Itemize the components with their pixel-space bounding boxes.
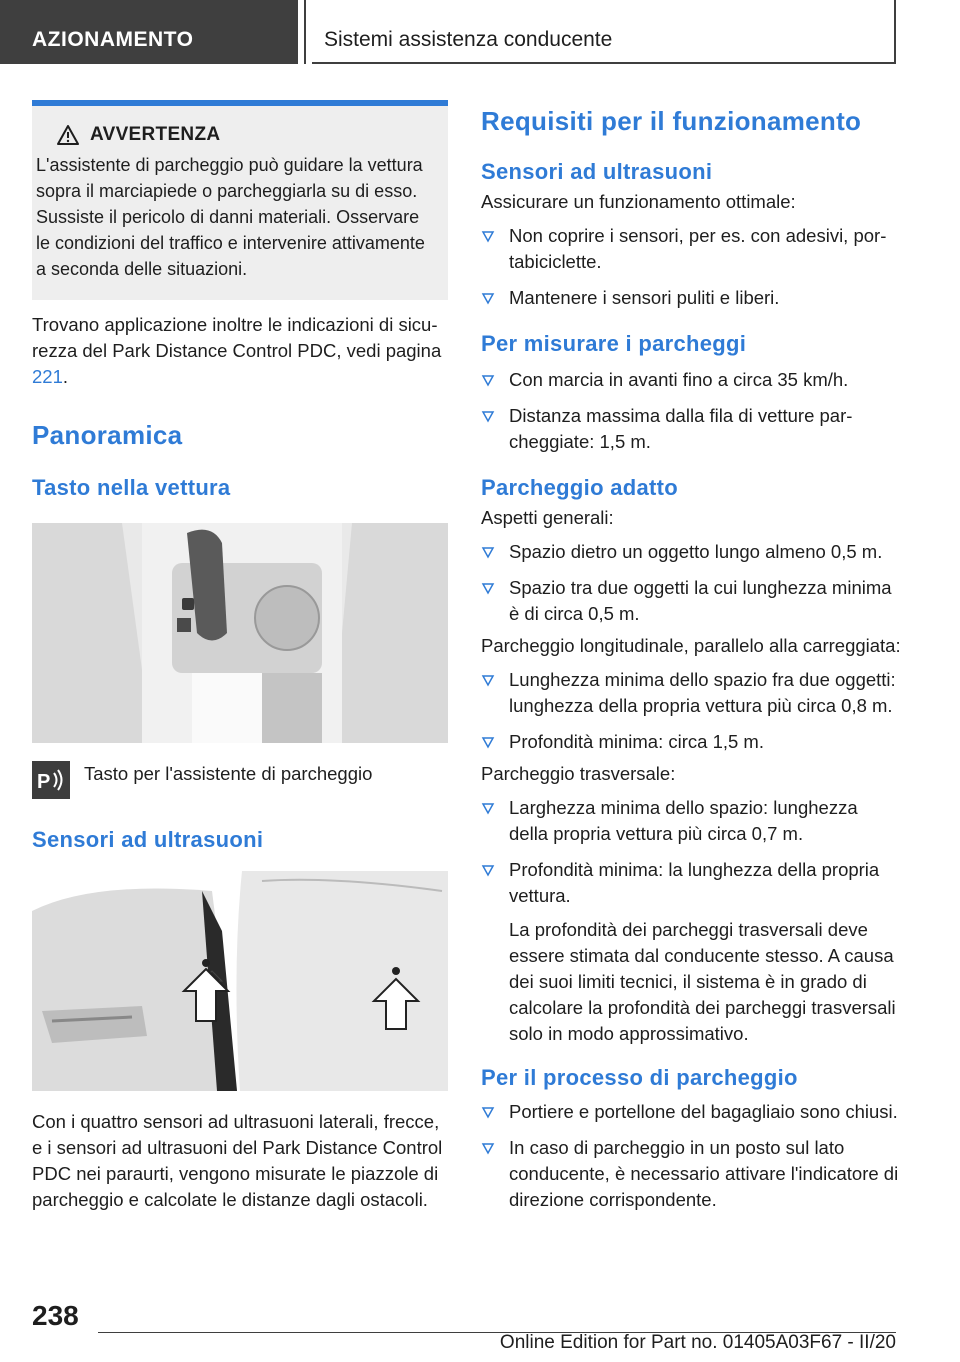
bullet-triangle-icon bbox=[481, 581, 495, 595]
heading-requirements: Requisiti per il funzionamento bbox=[481, 106, 862, 136]
process-list bbox=[481, 1099, 901, 1213]
transverse-intro: Parcheggio trasversale: bbox=[481, 763, 676, 784]
list-item: Spazio tra due oggetti la cui lunghezza minima è di circa 0,5 m. bbox=[481, 575, 901, 627]
bullet-triangle-icon bbox=[481, 291, 495, 305]
sensors-paragraph: Con i quattro sensori ad ultrasuoni laterali, frecce, e i sensori ad ultrasuoni del Park Distance Control PDC nei paraurti, vengono misurate le piazzole di parcheggio e calcolate le distanze dagli ostacoli. bbox=[32, 1111, 443, 1210]
warning-title: AVVERTENZA bbox=[56, 124, 434, 146]
list-item: Distanza massima dalla fila di vetture parcheggiate: 1,5 m. bbox=[481, 403, 901, 455]
intro-paragraph: Trovano applicazione inoltre le indicazioni di sicurezza del Park Distance Control PDC, vedi pagina 221. bbox=[32, 314, 442, 387]
bullet-triangle-icon bbox=[481, 545, 495, 559]
bullet-triangle-icon bbox=[481, 801, 495, 815]
heading-sensors-right: Sensori ad ultrasuoni bbox=[481, 159, 713, 184]
page-link[interactable]: 221 bbox=[32, 366, 63, 387]
gear-selector-image bbox=[32, 523, 448, 743]
heading-sensors-left: Sensori ad ultrasuoni bbox=[32, 827, 264, 852]
left-column bbox=[32, 100, 448, 1213]
sensors-list bbox=[481, 223, 901, 311]
edition-text: Online Edition for Part no. 01405A03F67 - II/20 bbox=[499, 1332, 896, 1353]
chapter-label: Sistemi assistenza conducente bbox=[312, 0, 896, 64]
bullet-triangle-icon bbox=[481, 229, 495, 243]
list-item: Spazio dietro un oggetto lungo almeno 0,5 m. bbox=[481, 539, 901, 565]
page-footer bbox=[0, 1290, 960, 1362]
suitable-intro: Aspetti generali: bbox=[481, 507, 614, 528]
bullet-triangle-icon bbox=[481, 373, 495, 387]
page-number: 238 bbox=[32, 1300, 79, 1331]
bullet-triangle-icon bbox=[481, 1141, 495, 1155]
list-item: In caso di parcheggio in un posto sul lato conducente, è necessario attivare l'indicatore di direzione corrispondente. bbox=[481, 1135, 901, 1213]
measure-list bbox=[481, 367, 901, 455]
bullet-triangle-icon bbox=[481, 735, 495, 749]
list-item: Portiere e portellone del bagagliaio sono chiusi. bbox=[481, 1099, 901, 1125]
bullet-triangle-icon bbox=[481, 673, 495, 687]
list-item: Lunghezza minima dello spazio fra due oggetti: lunghezza della propria vettura più circa 0,8 m. bbox=[481, 667, 901, 719]
list-item: Non coprire i sensori, per es. con adesivi, portabiciclette. bbox=[481, 223, 901, 275]
heading-suitable: Parcheggio adatto bbox=[481, 475, 679, 500]
page-header bbox=[0, 0, 960, 66]
list-item: Profondità minima: la lunghezza della propria vettura. La profondità dei parcheggi trasversali deve essere stimata dal conducente stesso. A causa dei suoi limiti tecnici, il sistema è in grado di calcolare la profondità dei parcheggi trasversali solo in modo approssimativo. bbox=[481, 857, 901, 1047]
button-caption: Tasto per l'assistente di parcheggio bbox=[84, 763, 373, 784]
sensor-location-image bbox=[32, 871, 448, 1091]
right-column bbox=[481, 100, 901, 1219]
park-assist-icon bbox=[32, 761, 70, 799]
bullet-triangle-icon bbox=[481, 409, 495, 423]
suitable-list bbox=[481, 539, 901, 627]
button-caption-row bbox=[32, 761, 448, 799]
header-divider bbox=[298, 0, 312, 64]
transverse-note: La profondità dei parcheggi trasversali deve essere stimata dal conducente stesso. A causa dei suoi limiti tecnici, il sistema è in grado di calcolare la profondità dei parcheggi trasversali solo in modo approssimativo. bbox=[509, 919, 896, 1044]
warning-triangle-icon bbox=[56, 124, 80, 146]
heading-measure: Per misurare i parcheggi bbox=[481, 331, 747, 356]
sensors-intro: Assicurare un funzionamento ottimale: bbox=[481, 191, 796, 212]
parallel-intro: Parcheggio longitudinale, parallelo alla carreggiata: bbox=[481, 635, 901, 656]
list-item: Mantenere i sensori puliti e liberi. bbox=[481, 285, 901, 311]
heading-process: Per il processo di parcheggio bbox=[481, 1065, 798, 1090]
section-label: AZIONAMENTO bbox=[0, 0, 298, 64]
bullet-triangle-icon bbox=[481, 863, 495, 877]
warning-text: L'assistente di parcheggio può guidare la vettura sopra il marciapiede o parcheggiarla su di esso. Sussiste il pericolo di danni materiali. Osservare le condizioni del traffico e intervenire attivamente a seconda delle situazioni. bbox=[36, 155, 425, 279]
heading-button: Tasto nella vettura bbox=[32, 475, 231, 500]
transverse-list bbox=[481, 795, 901, 1047]
svg-text:P: P bbox=[37, 771, 51, 793]
parallel-list bbox=[481, 667, 901, 755]
warning-box bbox=[32, 100, 448, 300]
bullet-triangle-icon bbox=[481, 1105, 495, 1119]
list-item: Larghezza minima dello spazio: lunghezza della propria vettura più circa 0,7 m. bbox=[481, 795, 901, 847]
heading-overview: Panoramica bbox=[32, 420, 183, 450]
list-item: Profondità minima: circa 1,5 m. bbox=[481, 729, 901, 755]
list-item: Con marcia in avanti fino a circa 35 km/h. bbox=[481, 367, 901, 393]
